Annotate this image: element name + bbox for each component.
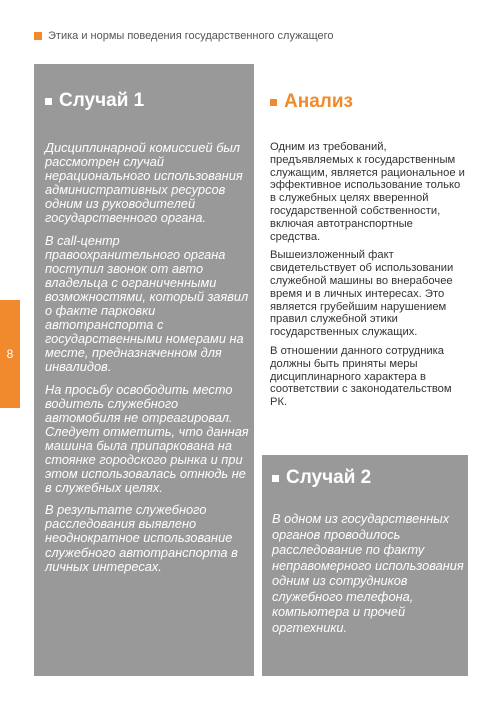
case1-paragraph: На просьбу освободить место водитель служебного автомобиля не отреагировал. Следует отметить, что данная машина была припаркована на стоянке городского рынка и при этом использовалась отнюдь не в служебных целях. [45, 381, 249, 496]
page-number: 8 [6, 347, 14, 361]
running-header [34, 30, 334, 42]
case1-box [34, 64, 254, 676]
page-number-tab [0, 300, 20, 408]
case1-paragraph: В call-центр правоохранительного органа поступил звонок от авто владельца с ограниченными возможностями, который заявил о факте парковки автотранспорта с государственными номерами на месте, предназначенном для инвалидов. [45, 232, 249, 375]
case1-title: Случай 1 [59, 90, 145, 111]
case1-heading [45, 90, 144, 112]
analysis-body [270, 141, 466, 415]
case2-body [272, 511, 467, 635]
analysis-heading [270, 91, 353, 113]
case2-paragraph: В одном из государственных органов проводилось расследование по факту неправомерного использования одним из сотрудников служебного телефона, компьютера и прочей оргтехники. [272, 511, 464, 635]
header-square-icon [34, 32, 42, 40]
case1-paragraph: Дисциплинарной комиссией был рассмотрен случай нерационального использования административных ресурсов одним из руководителей государственного органа. [45, 140, 243, 226]
case2-heading [272, 467, 371, 489]
analysis-paragraph: В отношении данного сотрудника должны быть приняты меры дисциплинарного характера в соответствии с законодательством РК. [270, 344, 452, 409]
case1-body [45, 141, 249, 582]
case2-title: Случай 2 [286, 467, 372, 488]
analysis-title: Анализ [284, 91, 353, 112]
square-bullet-icon [45, 98, 52, 105]
case1-paragraph: В результате служебного расследования выявлено неоднократное использование служебного автотранспорта в личных интересах. [45, 502, 238, 574]
analysis-paragraph: Одним из требований, предъявляемых к государственным служащим, является рациональное и эффективное использование только в служебных целях вверенной государственной собственности, включая автотранспортные средства. [270, 141, 465, 243]
analysis-paragraph: Вышеизложенный факт свидетельствует об использовании служебной машины во внерабочее время и в личных интересах. Это является грубейшим нарушением правил служебной этики государственных служащих. [270, 249, 454, 339]
case2-box [262, 455, 468, 676]
square-bullet-icon [270, 99, 277, 106]
header-title: Этика и нормы поведения государственного служащего [48, 30, 334, 42]
square-bullet-icon [272, 475, 279, 482]
